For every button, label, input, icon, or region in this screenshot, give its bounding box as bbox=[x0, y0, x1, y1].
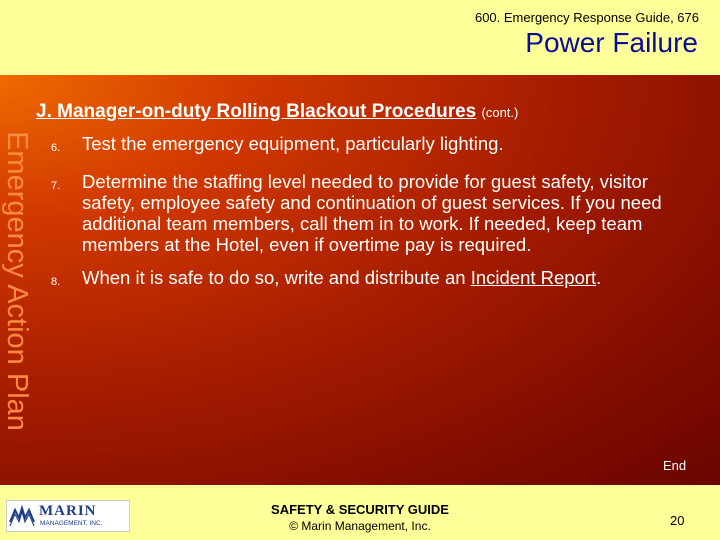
logo-name: MARIN bbox=[39, 503, 97, 519]
heading-text: J. Manager-on-duty Rolling Blackout Procedures bbox=[36, 101, 477, 122]
item-text: Determine the staffing level needed to provide for guest safety, visitor safety, employee safety and continuation of guest services. If you need additional team members, call them in to work. If needed, keep team members at the Hotel, even if overtime pay is required. bbox=[82, 171, 662, 255]
list-item bbox=[51, 267, 691, 293]
item-text-after: . bbox=[596, 267, 602, 288]
page-number: 20 bbox=[670, 513, 685, 528]
item-number: 8. bbox=[51, 276, 61, 288]
list-item bbox=[51, 171, 691, 255]
item-text: Test the emergency equipment, particularly lighting. bbox=[82, 133, 504, 154]
section-heading bbox=[36, 101, 518, 123]
heading-suffix: (cont.) bbox=[481, 105, 519, 120]
item-number: 7. bbox=[51, 180, 61, 192]
list-item bbox=[51, 133, 691, 159]
vertical-side-label: Emergency Action Plan bbox=[1, 131, 33, 431]
footer-copyright: © Marin Management, Inc. bbox=[289, 519, 431, 533]
item-number: 6. bbox=[51, 142, 61, 154]
procedure-list bbox=[51, 133, 691, 305]
logo-subtitle: MANAGEMENT, INC. bbox=[40, 520, 103, 527]
page-title: Power Failure bbox=[525, 27, 698, 58]
header-band bbox=[0, 0, 720, 75]
incident-report-link[interactable]: Incident Report bbox=[470, 267, 597, 288]
item-text-before: When it is safe to do so, write and distribute an bbox=[82, 267, 471, 288]
footer-guide-title: SAFETY & SECURITY GUIDE bbox=[271, 502, 449, 517]
section-subtitle: 600. Emergency Response Guide, 676 bbox=[474, 10, 699, 25]
item-text bbox=[82, 267, 691, 293]
end-label: End bbox=[663, 458, 687, 473]
